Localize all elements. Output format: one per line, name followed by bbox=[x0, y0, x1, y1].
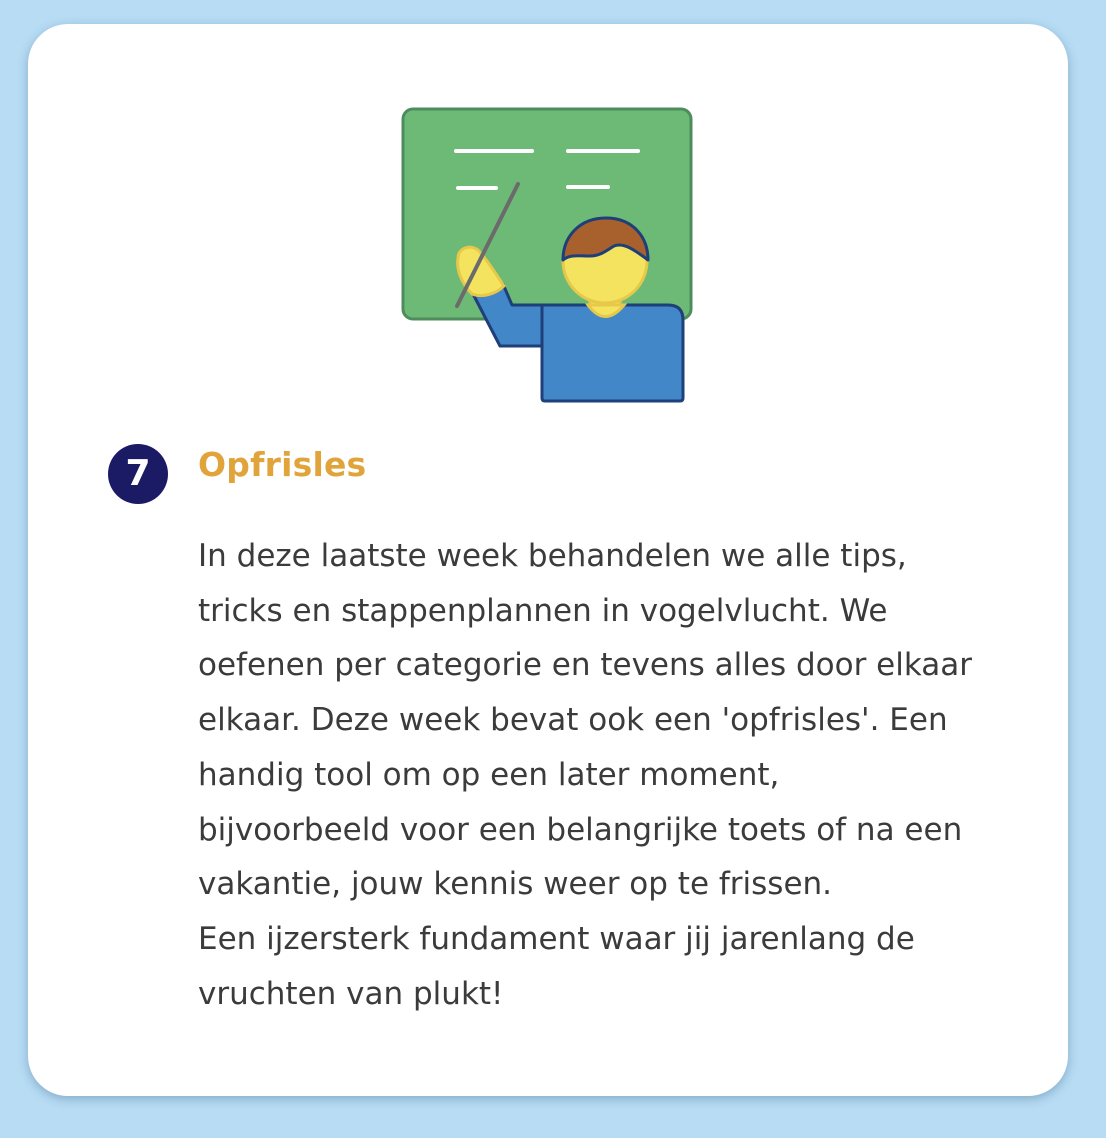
description-line: vakantie, jouw kennis weer op te frissen. bbox=[198, 866, 833, 903]
step-number-badge bbox=[108, 444, 168, 504]
teacher-body bbox=[542, 305, 683, 401]
description-line: bijvoorbeeld voor een belangrijke toets of na een bbox=[198, 811, 963, 848]
description-line: oefenen per categorie en tevens alles door elkaar bbox=[198, 647, 973, 684]
description-line: handig tool om op een later moment, bbox=[198, 756, 780, 793]
chalkboard bbox=[403, 109, 691, 319]
lesson-title: Opfrisles bbox=[198, 445, 367, 484]
lesson-description bbox=[198, 529, 998, 1021]
step-number: 7 bbox=[125, 453, 151, 494]
description-line: vruchten van plukt! bbox=[198, 975, 504, 1012]
description-line: tricks en stappenplannen in vogelvlucht. We bbox=[198, 592, 888, 629]
description-line: elkaar. Deze week bevat ook een 'opfrisles'. Een bbox=[198, 702, 948, 739]
description-line: Een ijzersterk fundament waar jij jarenlang de bbox=[198, 920, 915, 957]
description-line: In deze laatste week behandelen we alle tips, bbox=[198, 538, 907, 574]
lesson-card bbox=[28, 24, 1068, 1096]
teacher-at-chalkboard-icon bbox=[400, 106, 700, 406]
